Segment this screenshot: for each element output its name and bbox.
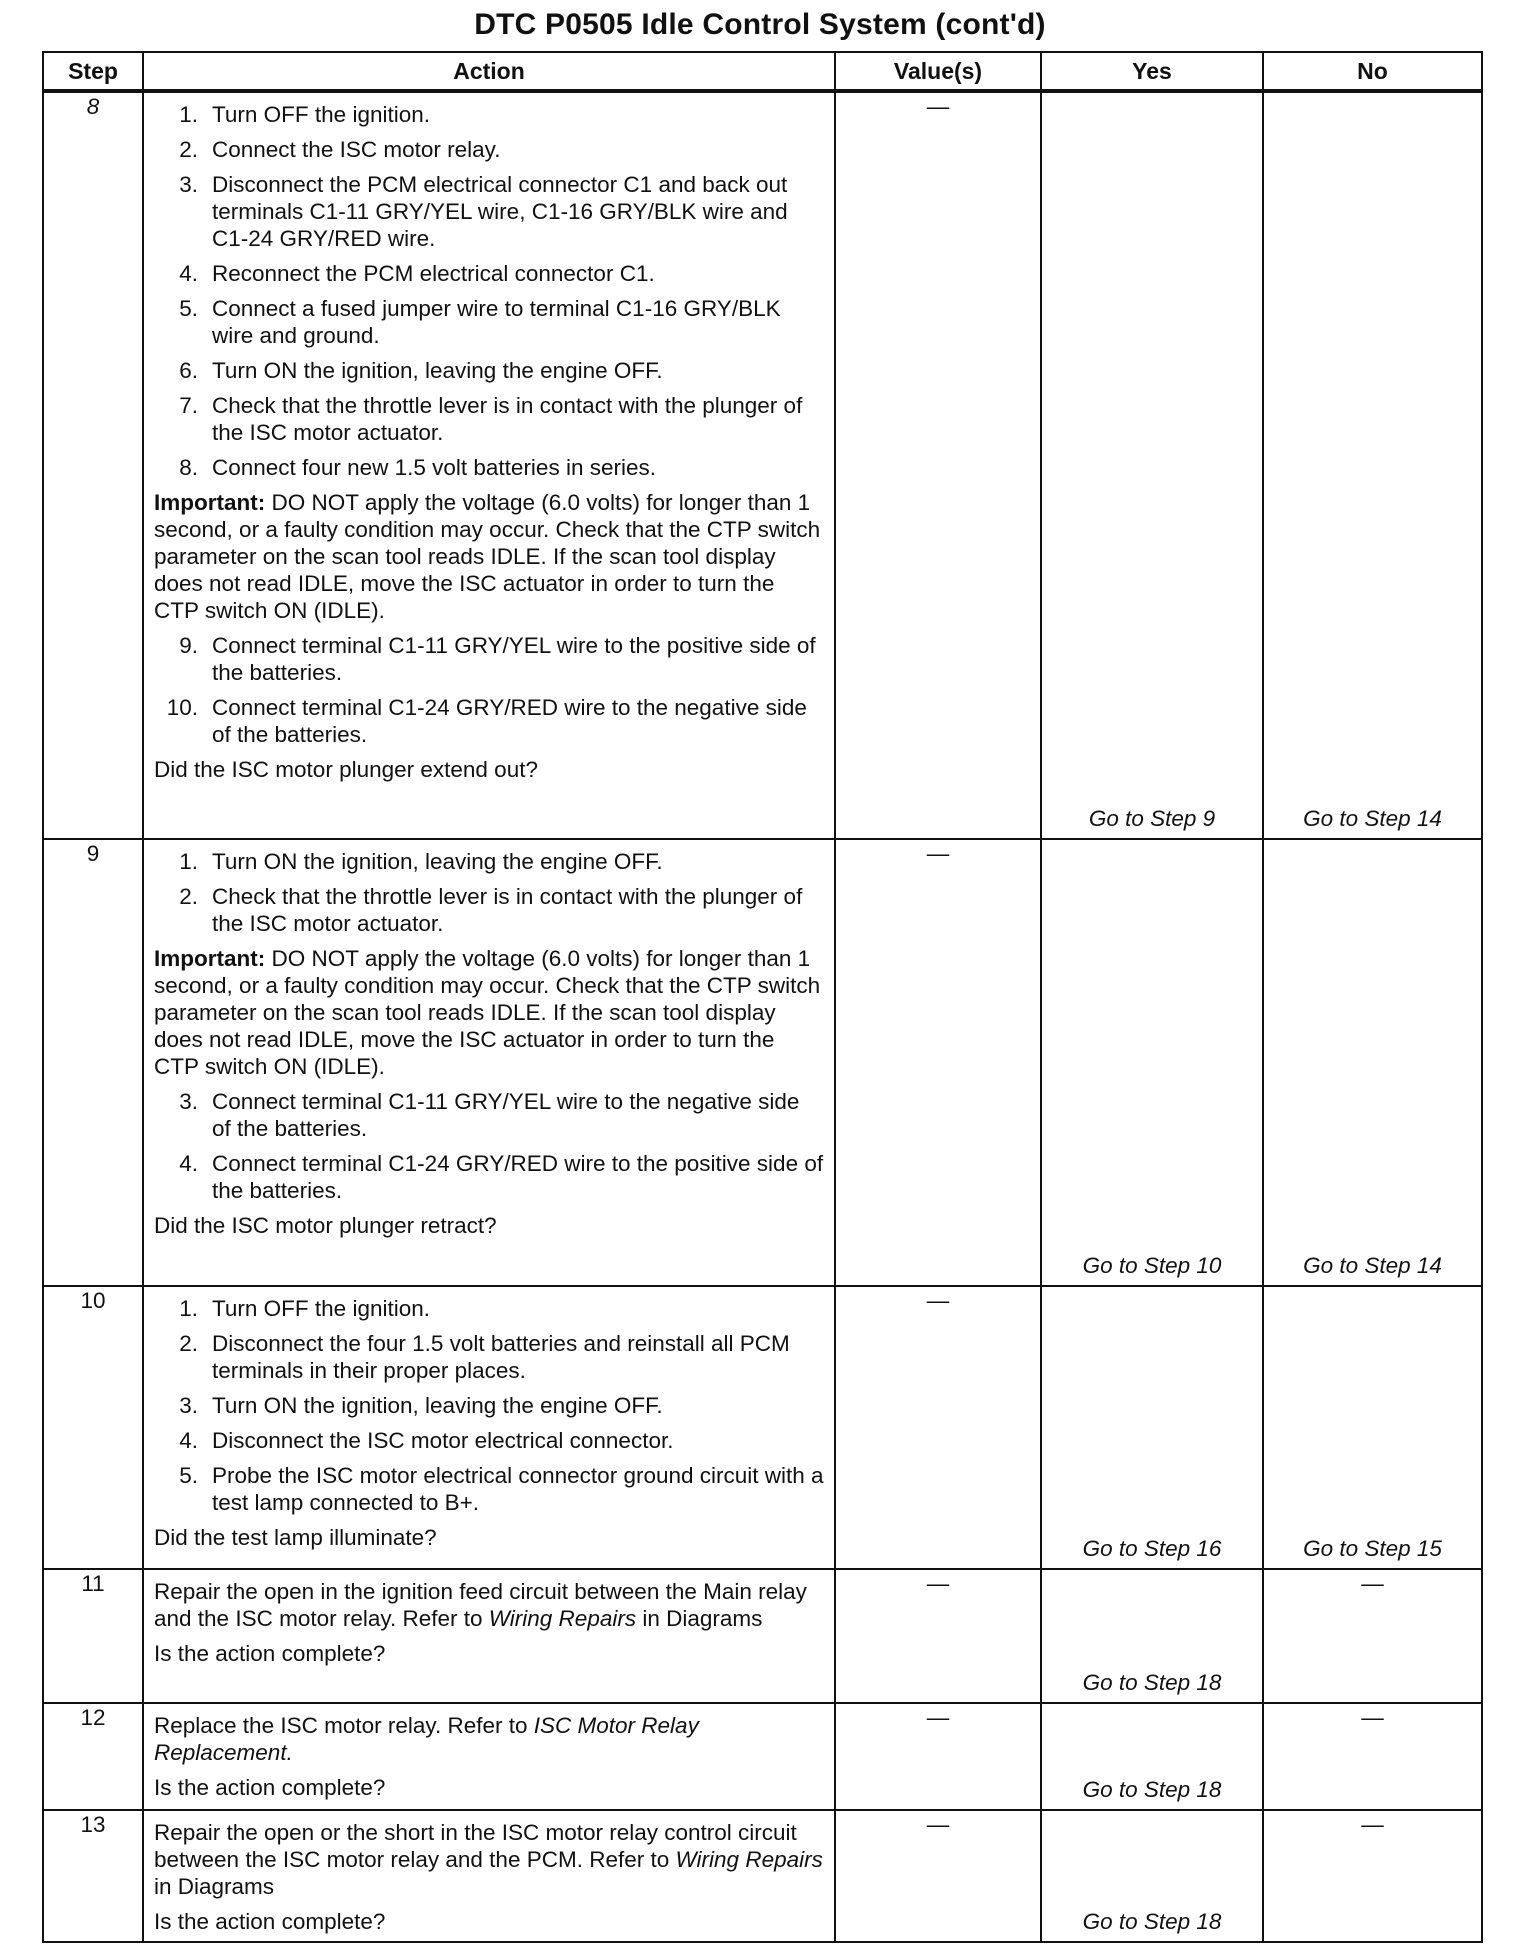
table-row	[43, 1569, 1482, 1703]
action-cell	[143, 1810, 835, 1942]
action-list	[154, 632, 824, 748]
action-text: Repair the open in the ignition feed circuit between the Main relay and the ISC motor relay. Refer to Wiring Repairs in Diagrams	[154, 1579, 807, 1631]
action-cell	[143, 91, 835, 839]
list-item: 4. Reconnect the PCM electrical connector C1.	[179, 261, 655, 286]
action-question: Did the test lamp illuminate?	[154, 1525, 437, 1550]
table-row	[43, 91, 1482, 839]
header-yes: Yes	[1041, 52, 1263, 91]
list-item: 4. Disconnect the ISC motor electrical connector.	[179, 1428, 674, 1453]
no-goto: Go to Step 15	[1303, 1536, 1442, 1561]
action-question: Is the action complete?	[154, 1775, 386, 1800]
step-number: 12	[43, 1703, 143, 1810]
list-item: 1. Turn OFF the ignition.	[179, 102, 431, 127]
step-number: 10	[43, 1286, 143, 1569]
action-question: Is the action complete?	[154, 1909, 386, 1934]
action-question: Is the action complete?	[154, 1641, 386, 1666]
yes-cell	[1041, 1810, 1263, 1942]
value-cell: —	[835, 1569, 1041, 1703]
action-question: Did the ISC motor plunger retract?	[154, 1213, 497, 1238]
table-row	[43, 1703, 1482, 1810]
step-number: 11	[43, 1569, 143, 1703]
page-title: DTC P0505 Idle Control System (cont'd)	[474, 8, 1046, 41]
list-item: 9. Connect terminal C1-11 GRY/YEL wire to the positive side of the batteries.	[179, 633, 816, 685]
header-step: Step	[43, 52, 143, 91]
action-text: Replace the ISC motor relay. Refer to ISC Motor Relay Replacement.	[154, 1713, 699, 1765]
list-item: 7. Check that the throttle lever is in contact with the plunger of the ISC motor actuator.	[179, 393, 803, 445]
yes-cell	[1041, 839, 1263, 1286]
yes-cell	[1041, 91, 1263, 839]
list-item: 3. Connect terminal C1-11 GRY/YEL wire to the negative side of the batteries.	[179, 1089, 800, 1141]
yes-goto: Go to Step 18	[1082, 1670, 1222, 1695]
important-note: Important: DO NOT apply the voltage (6.0 volts) for longer than 1 second, or a faulty condition may occur. Check that the CTP switch parameter on the scan tool reads IDLE. If the scan tool display does not read IDLE, move the ISC actuator in order to turn the CTP switch ON (IDLE).	[154, 490, 821, 623]
yes-goto: Go to Step 9	[1088, 806, 1216, 831]
step-number: 9	[43, 839, 143, 1286]
list-item: 2. Check that the throttle lever is in contact with the plunger of the ISC motor actuator.	[179, 884, 803, 936]
no-cell: —	[1263, 1569, 1482, 1703]
list-item: 3. Disconnect the PCM electrical connector C1 and back out terminals C1-11 GRY/YEL wire, C1-16 GRY/BLK wire and C1-24 GRY/RED wire.	[179, 172, 788, 251]
list-item: 2. Connect the ISC motor relay.	[179, 137, 501, 162]
list-item: 8. Connect four new 1.5 volt batteries in series.	[179, 455, 656, 480]
step-number: 8	[43, 91, 143, 839]
important-note: Important: DO NOT apply the voltage (6.0 volts) for longer than 1 second, or a faulty condition may occur. Check that the CTP switch parameter on the scan tool reads IDLE. If the scan tool display does not read IDLE, move the ISC actuator in order to turn the CTP switch ON (IDLE).	[154, 946, 821, 1079]
value-cell: —	[835, 839, 1041, 1286]
action-text: Repair the open or the short in the ISC motor relay control circuit between the ISC motor relay and the PCM. Refer to Wiring Repairs in Diagrams	[154, 1820, 823, 1899]
value-cell: —	[835, 1703, 1041, 1810]
value-cell: —	[835, 1286, 1041, 1569]
yes-goto: Go to Step 16	[1082, 1536, 1222, 1561]
no-cell	[1263, 839, 1482, 1286]
header-value: Value(s)	[835, 52, 1041, 91]
list-item: 1. Turn OFF the ignition.	[179, 1296, 431, 1321]
table-row	[43, 1286, 1482, 1569]
yes-goto: Go to Step 10	[1082, 1253, 1222, 1278]
yes-goto: Go to Step 18	[1082, 1909, 1222, 1934]
list-item: 10. Connect terminal C1-24 GRY/RED wire to the negative side of the batteries.	[166, 695, 807, 747]
list-item: 1. Turn ON the ignition, leaving the engine OFF.	[179, 849, 663, 874]
header-no: No	[1263, 52, 1482, 91]
no-cell: —	[1263, 1703, 1482, 1810]
yes-cell	[1041, 1286, 1263, 1569]
diagnostic-table	[42, 51, 1483, 1943]
table-row	[43, 1810, 1482, 1942]
action-cell	[143, 839, 835, 1286]
action-cell	[143, 1569, 835, 1703]
value-cell: —	[835, 91, 1041, 839]
no-cell	[1263, 1286, 1482, 1569]
step-number: 13	[43, 1810, 143, 1942]
no-cell	[1263, 91, 1482, 839]
action-cell	[143, 1286, 835, 1569]
reference-link: Wiring Repairs	[675, 1847, 823, 1872]
list-item: 4. Connect terminal C1-24 GRY/RED wire to the positive side of the batteries.	[179, 1151, 824, 1203]
yes-cell	[1041, 1703, 1263, 1810]
no-goto: Go to Step 14	[1303, 806, 1442, 831]
action-cell	[143, 1703, 835, 1810]
list-item: 2. Disconnect the four 1.5 volt batteries and reinstall all PCM terminals in their proper places.	[179, 1331, 790, 1383]
reference-link: Wiring Repairs	[488, 1606, 637, 1631]
list-item: 6. Turn ON the ignition, leaving the engine OFF.	[179, 358, 663, 383]
no-cell: —	[1263, 1810, 1482, 1942]
action-question: Did the ISC motor plunger extend out?	[154, 757, 538, 782]
yes-cell	[1041, 1569, 1263, 1703]
table-row	[43, 839, 1482, 1286]
list-item: 3. Turn ON the ignition, leaving the engine OFF.	[179, 1393, 663, 1418]
value-cell: —	[835, 1810, 1041, 1942]
action-list	[154, 848, 824, 937]
header-action: Action	[143, 52, 835, 91]
action-list	[154, 101, 824, 481]
action-list	[154, 1295, 824, 1516]
no-goto: Go to Step 14	[1303, 1253, 1442, 1278]
header-row	[43, 52, 1482, 91]
action-list	[154, 1088, 824, 1204]
list-item: 5. Connect a fused jumper wire to terminal C1-16 GRY/BLK wire and ground.	[179, 296, 781, 348]
reference-link: ISC Motor Relay Replacement.	[154, 1713, 699, 1765]
list-item: 5. Probe the ISC motor electrical connector ground circuit with a test lamp connected to B+.	[179, 1463, 824, 1515]
yes-goto: Go to Step 18	[1082, 1777, 1222, 1802]
